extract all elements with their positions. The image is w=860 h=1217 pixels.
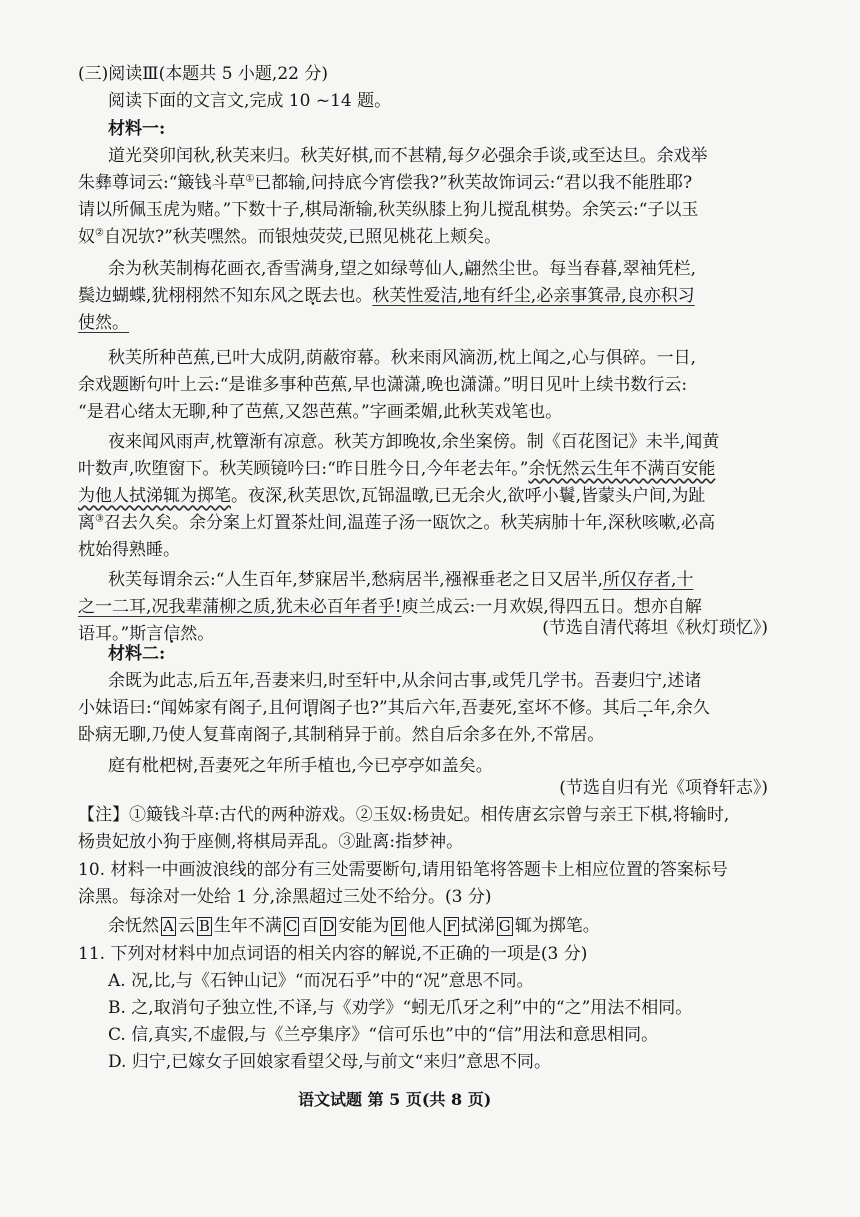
q11-option-a: A. 况,比,与《石钟山记》“而况石乎”中的“况”意思不同。 (108, 971, 534, 991)
m1-p2-line1: 余为秋芙制梅花画衣,香雪满身,望之如绿萼仙人,翩然尘世。每当春暮,翠袖凭栏, (108, 259, 697, 279)
answer-box-a[interactable]: A (163, 917, 174, 935)
m1-source: (节选自清代蒋坦《秋灯琐忆》) (542, 618, 768, 638)
section-title: (三)阅读Ⅲ(本题共 5 小题,22 分) (78, 64, 328, 84)
m2-p1-line2: 小妹语曰:“闻姊家有阁子,且何谓阁子也?”其后六年,吾妻死,室坏不修。其后二年,余久 (78, 698, 710, 718)
m2-p1-line3: 卧病无聊,乃使人复葺南阁子,其制稍异于前。然自后余多在外,不常居。 (78, 725, 605, 745)
answer-box-c[interactable]: C (285, 917, 298, 935)
material2-label: 材料二: (108, 644, 166, 664)
m1-p1-line3: 请以所佩玉虎为赌。”下数十子,棋局渐输,秋芙纵膝上狗儿搅乱棋势。余笑云:“子以玉 (78, 200, 699, 220)
instruction: 阅读下面的文言文,完成 10 ~14 题。 (108, 91, 392, 111)
page-footer: 语文试题 第 5 页(共 8 页) (298, 1090, 492, 1109)
m1-p1-line2: 朱彝尊词云:“簸钱斗草①已都输,问持底今宵偿我?”秋芙故饰词云:“君以我不能胜耶? (78, 173, 693, 193)
wavy-line-sentence: 余怃然云生年不满百安能 (528, 459, 716, 479)
answer-box-g[interactable]: G (498, 917, 511, 935)
m1-p4-line2: 叶数声,吹堕窗下。秋芙顾镜吟曰:“昨日胜今日,今年老去年。”余怃然云生年不满百安能 (78, 459, 716, 479)
m1-p4-line3: 为他人拭涕辄为掷笔。夜深,秋芙思饮,瓦铞温暾,已无余火,欲呼小鬟,皆蒙头户间,为趾 (78, 486, 706, 506)
q11-option-d: D. 归宁,已嫁女子回娘家看望父母,与前文“来归”意思不同。 (108, 1052, 552, 1072)
q11-stem: 11. 下列对材料中加点词语的相关内容的解说,不正确的一项是(3 分) (78, 944, 588, 964)
m1-p4-line1: 夜来闻风雨声,枕簟渐有凉意。秋芙方卸晚妆,余坐案傍。制《百花图记》未半,闻黄 (108, 432, 720, 452)
m2-p1-line1: 余既为此志,后五年,吾妻来归,时至轩中,从余问古事,或凭几学书。吾妻归宁,述诸 (108, 671, 702, 691)
m1-p5-line3: 语耳。”斯言信然。 (78, 624, 215, 644)
m1-p5-line2: 之一二耳,况我辈蒲柳之质,犹未必百年者乎!庾兰成云:一月欢娱,得四五日。想亦自解 (78, 597, 702, 617)
m1-p2-line3: 使然。 (78, 313, 129, 333)
m2-p2: 庭有枇杷树,吾妻死之年所手植也,今已亭亭如盖矣。 (108, 756, 493, 776)
q11-option-b: B. 之,取消句子独立性,不译,与《劝学》“蚓无爪牙之利”中的“之”用法不相同。 (108, 998, 693, 1018)
answer-box-e[interactable]: E (393, 917, 405, 935)
material1-label: 材料一: (108, 119, 166, 139)
q10-answer-line: 余怃然 A 云 B 生年不满 C 百 D 安能为 E 他人 F 拭涕 G 辄为掷笔。 (108, 916, 600, 936)
underlined-sentence: 秋芙性爱洁,地有纤尘,必亲事箕帚,良亦积习 (372, 286, 695, 306)
m1-p1-line4: 奴②自况欤?”秋芙嘿然。而银烛荧荧,已照见桃花上颊矣。 (78, 227, 502, 247)
note-line1: 【注】①簸钱斗草:古代的两种游戏。②玉奴:杨贵妃。相传唐玄宗曾与亲王下棋,将输时, (78, 805, 730, 825)
q10-stem-line2: 涂黑。每涂对一处给 1 分,涂黑超过三处不给分。(3 分) (78, 887, 492, 907)
answer-box-d[interactable]: D (322, 917, 335, 935)
note-line2: 杨贵妃放小狗于座侧,将棋局弄乱。③趾离:指梦神。 (78, 832, 464, 852)
q10-stem-line1: 10. 材料一中画波浪线的部分有三处需要断句,请用铅笔将答题卡上相应位置的答案标号 (78, 860, 728, 880)
m1-p5-line1: 秋芙每谓余云:“人生百年,梦寐居半,愁病居半,襁褓垂老之日又居半,所仅存者,十 (108, 570, 694, 590)
m1-p3-line3: “是君心绪太无聊,种了芭蕉,又怨芭蕉。”字画柔媚,此秋芙戏笔也。 (78, 402, 563, 422)
m1-p2-line2: 鬓边蝴蝶,犹栩栩然不知东风之既去也。秋芙性爱洁,地有纤尘,必亲事箕帚,良亦积习 (78, 286, 695, 306)
answer-box-f[interactable]: F (446, 917, 457, 935)
m1-p4-line4: 离③召去久矣。余分案上灯置茶灶间,温莲子汤一瓯饮之。秋芙病肺十年,深秋咳嗽,必高 (78, 513, 716, 533)
q11-option-c: C. 信,真实,不虚假,与《兰亭集序》“信可乐也”中的“信”用法和意思相同。 (108, 1025, 659, 1045)
m1-p1-line1: 道光癸卯闰秋,秋芙来归。秋芙好棋,而不甚精,每夕必强余手谈,或至达旦。余戏举 (108, 146, 708, 166)
m1-p3-line1: 秋芙所种芭蕉,已叶大成阴,荫蔽帘幕。秋来雨风滴沥,枕上闻之,心与俱碎。一日, (108, 348, 697, 368)
m1-p3-line2: 余戏题断句叶上云:“是谁多事种芭蕉,早也潇潇,晚也潇潇。”明日见叶上续书数行云: (78, 375, 688, 395)
m1-p4-line5: 枕始得熟睡。 (78, 540, 180, 560)
m2-source: (节选自归有光《项脊轩志》) (559, 778, 768, 798)
answer-box-b[interactable]: B (198, 917, 210, 935)
